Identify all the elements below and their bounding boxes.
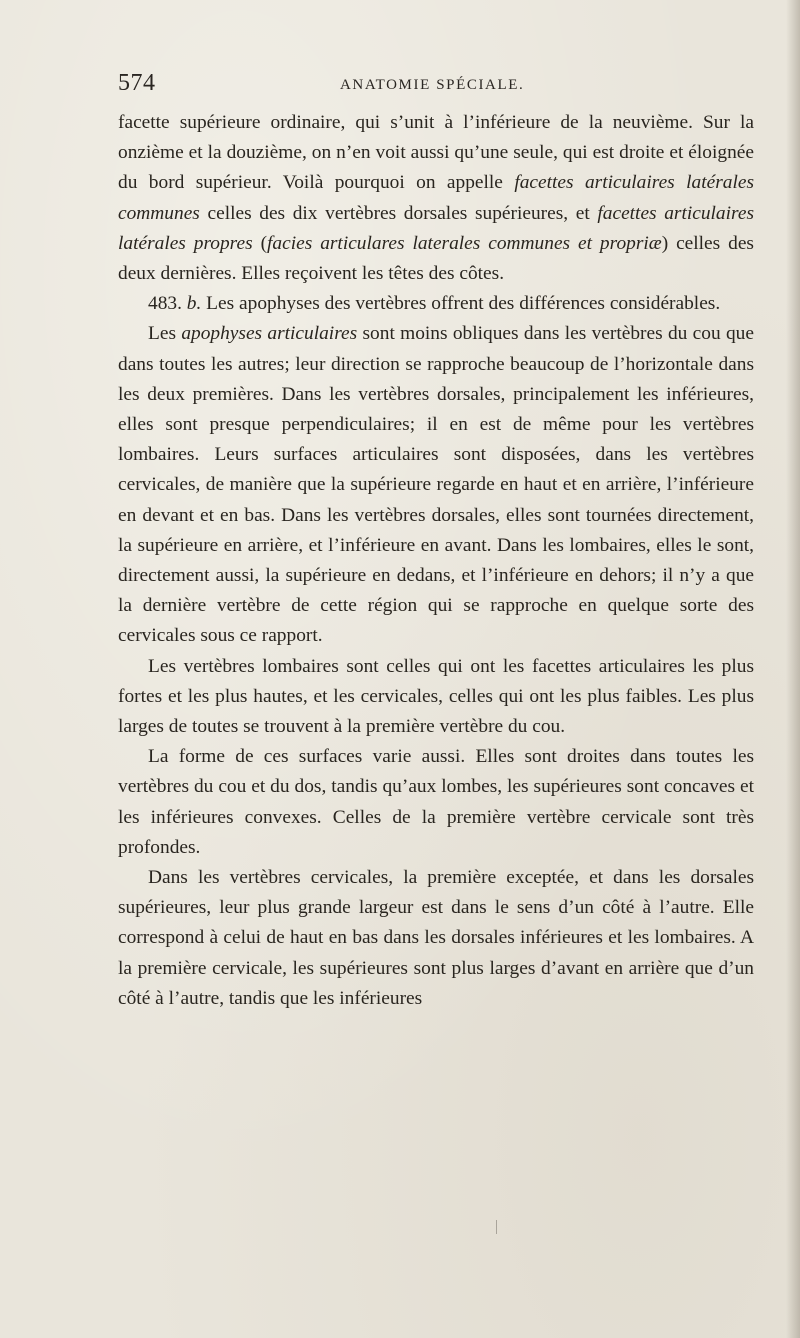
running-head: ANATOMIE SPÉCIALE. xyxy=(340,77,525,93)
text-run: celles des dix vertèbres dorsales supérieures, et xyxy=(199,202,598,224)
body-text xyxy=(118,108,754,1014)
italic-term: facettes articulaires latérales propres xyxy=(118,202,754,254)
paragraph-483 xyxy=(118,289,754,319)
paragraph-lombaires: Les vertèbres lombaires sont celles qui ont les facettes articulaires les plus fortes et les plus hautes, et les cervicales, celles qui ont les plus faibles. Les plus larges de toutes se trouvent à la première vertèbre du cou. xyxy=(118,655,754,738)
paper-mark xyxy=(496,1220,497,1234)
paragraph-forme: La forme de ces surfaces varie aussi. Elles sont droites dans toutes les vertèbres du cou et du dos, tandis qu’aux lombes, les supérieures sont concaves et les inférieures convexes. Celles de la première vertèbre cervicale sont très profondes. xyxy=(118,746,754,858)
paragraph-apophyses-articulaires xyxy=(118,319,754,651)
text-run: sont moins obliques dans les vertèbres du cou que dans toutes les autres; leur direction se rapproche beaucoup de l’horizontale dans les deux premières. Dans les vertèbres dorsales, principalement les inférieures, elles sont presque perpendiculaires; il en est de même pour les vertèbres lombaires. Leurs surfaces articulaires sont disposées, dans les vertèbres cervicales, de manière que la supérieure regarde en haut et en arrière, l’inférieure en devant et en bas. Dans les vertèbres dorsales, elles sont tournées directement, la supérieure en arrière, et l’inférieure en avant. Dans les lombaires, elles le sont, directement aussi, la supérieure en dedans, et l’inférieure en dehors; il n’y a que la dernière vertèbre de cette région qui se rapproche en quelque sorte des cervicales sous ce rapport. xyxy=(118,323,754,647)
text-run: Les apophyses des vertèbres offrent des différences considérables. xyxy=(201,293,721,315)
paragraph-continuation xyxy=(118,108,754,289)
italic-term: facettes articulaires latérales communes xyxy=(118,172,754,224)
italic-term: apophyses articulaires xyxy=(181,323,358,345)
italic-letter: b. xyxy=(186,293,202,315)
page-header xyxy=(118,70,758,104)
text-run: facette supérieure ordinaire, qui s’unit à l’inférieure de la neuvième. Sur la onzième et la douzième, on n’en voit aussi qu’une seule, qui est droite et éloignée du bord supérieur. Voilà pourquoi on appelle xyxy=(118,112,754,194)
italic-latin-term: facies articulares laterales communes et propriæ xyxy=(267,232,662,254)
page-edge-shadow xyxy=(786,0,800,1338)
section-number: 483. xyxy=(148,293,187,315)
page-number: 574 xyxy=(118,70,156,96)
paragraph-cervicales: Dans les vertèbres cervicales, la première exceptée, et dans les dorsales supérieures, leur plus grande largeur est dans le sens d’un côté à l’autre. Elle correspond à celui de haut en bas dans les dorsales inférieures et les lombaires. A la première cervicale, les supérieures sont plus larges d’avant en arrière que d’un côté à l’autre, tandis que les inférieures xyxy=(118,867,754,1009)
text-run: ) celles des deux dernières. Elles reçoivent les têtes des côtes. xyxy=(118,232,754,285)
text-run: Les xyxy=(148,323,182,345)
text-run: ( xyxy=(252,232,268,254)
